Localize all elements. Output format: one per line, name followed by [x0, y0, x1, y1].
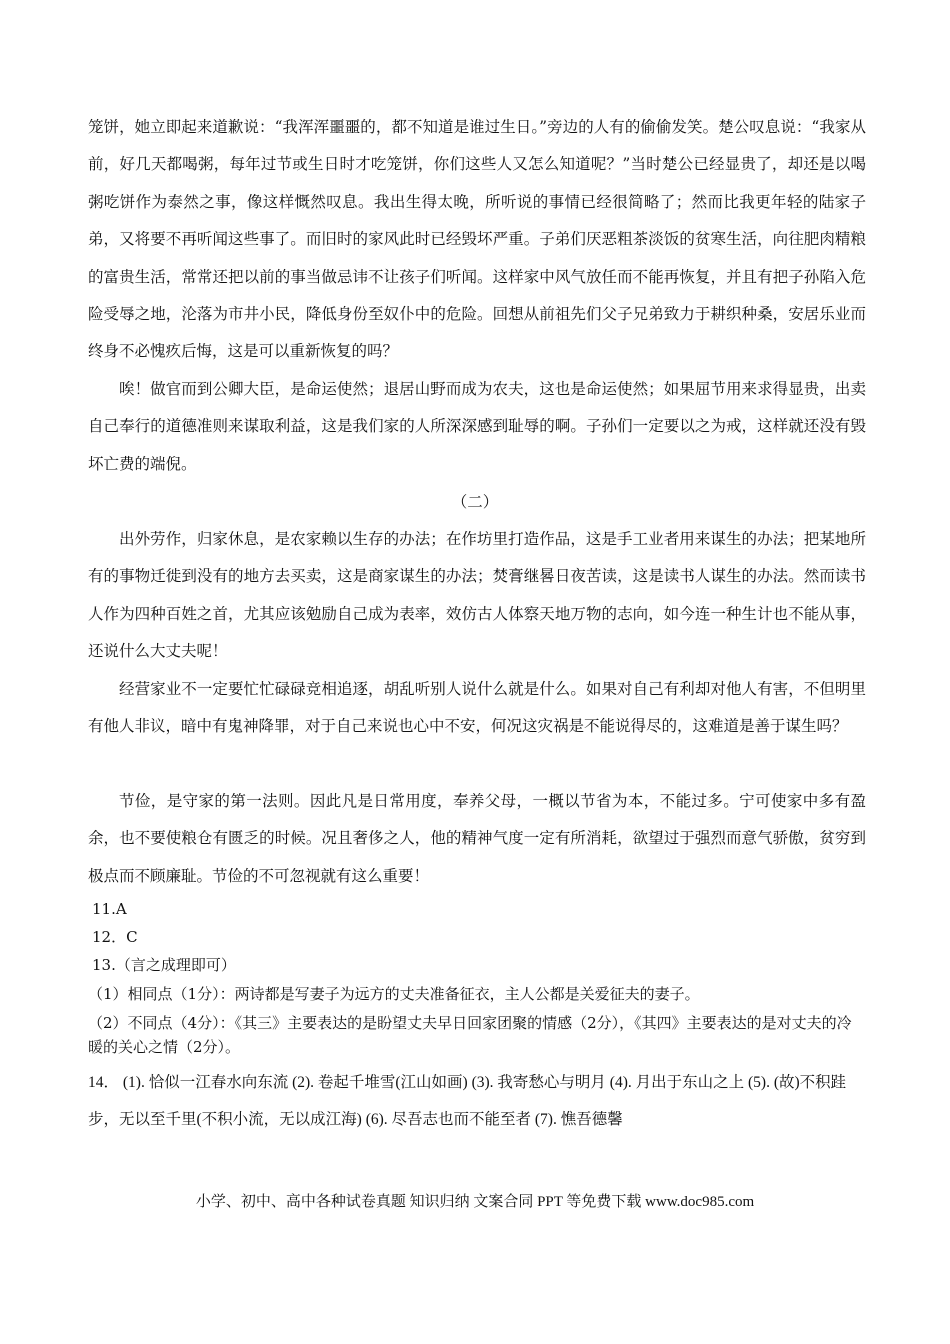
paragraph-frugality: 节俭，是守家的第一法则。因此凡是日常用度，奉养父母，一概以节省为本，不能过多。宁可使家中多有盈余，也不要使粮仓有匮乏的时候。况且奢侈之人，他的精神气度一定有所消耗，欲望过于强烈而意气骄傲，贫穷到极点而不顾廉耻。节俭的不可忽视就有这么重要！	[88, 792, 866, 885]
answer-13: 13.（言之成理即可）	[92, 956, 236, 974]
answer-12: 12．C	[92, 928, 138, 946]
paragraph-business: 经营家业不一定要忙忙碌碌竞相追逐，胡乱听别人说什么就是什么。如果对自己有利却对他人有害，不但明里有他人非议，暗中有鬼神降罪，对于自己来说也心中不安，何况这灾祸是不能说得尽的，这难道是善于谋生吗？	[88, 680, 866, 736]
paragraph-conclusion: 唉！做官而到公卿大臣，是命运使然；退居山野而成为农夫，这也是命运使然；如果屈节用来求得显贵，出卖自己奉行的道德准则来谋取利益，这是我们家的人所深深感到耻辱的啊。子孙们一定要以之为戒，这样就还没有毁坏亡费的端倪。	[88, 380, 866, 473]
paragraph-story: 笼饼，她立即起来道歉说：“我浑浑噩噩的，都不知道是谁过生日。”旁边的人有的偷偷发笑。楚公叹息说：“我家从前，好几天都喝粥，每年过节或生日时才吃笼饼，你们这些人又怎么知道呢？”当时楚公已经显贵了，却还是以喝粥吃饼作为泰然之事，像这样慨然叹息。我出生得太晚，所听说的事情已经很简略了；然而比我更年轻的陆家子弟，又将要不再听闻这些事了。而旧时的家风此时已经毁坏严重。子弟们厌恶粗茶淡饭的贫寒生活，向往肥肉精粮的富贵生活，常常还把以前的事当做忌讳不让孩子们听闻。这样家中风气放任而不能再恢复，并且有把子孙陷入危险受辱之地，沦落为市井小民，降低身份至奴仆中的危险。回想从前祖先们父子兄弟致力于耕织种桑，安居乐业而终身不必愧疚后悔，这是可以重新恢复的吗？	[88, 118, 866, 361]
paragraph-livelihood: 出外劳作，归家休息，是农家赖以生存的办法；在作坊里打造作品，这是手工业者用来谋生的办法；把某地所有的事物迁徙到没有的地方去买卖，这是商家谋生的办法；焚膏继晷日夜苦读，这是读书人谋生的办法。然而读书人作为四种百姓之首，尤其应该勉励自己成为表率，效仿古人体察天地万物的志向，如今连一种生计也不能从事，还说什么大丈夫呢！	[88, 530, 866, 661]
section-heading: （二）	[451, 493, 499, 511]
answer-13-difference: （2）不同点（4分）：《其三》主要表达的是盼望丈夫早日回家团聚的情感（2分），《其四》主要表达的是对丈夫的冷暖的关心之情（2分）。	[88, 1014, 852, 1056]
answer-11: 11.A	[92, 900, 127, 918]
answer-13-similarity: （1）相同点（1分）：两诗都是写妻子为远方的丈夫准备征衣，主人公都是关爱征夫的妻子。	[88, 985, 700, 1003]
answer-14: 14． (1). 恰似一江春水向东流 (2). 卷起千堆雪(江山如画) (3). 我寄愁心与明月 (4). 月出于东山之上 (5). (故)不积跬步，无以至千里(不积小流，无以成江海) (6). 尽吾志也而不能至者 (7). 憔吾德馨	[88, 1074, 847, 1128]
footer-text: 小学、初中、高中各种试卷真题 知识归纳 文案合同 PPT 等免费下载 www.doc985.com	[195, 1194, 755, 1210]
